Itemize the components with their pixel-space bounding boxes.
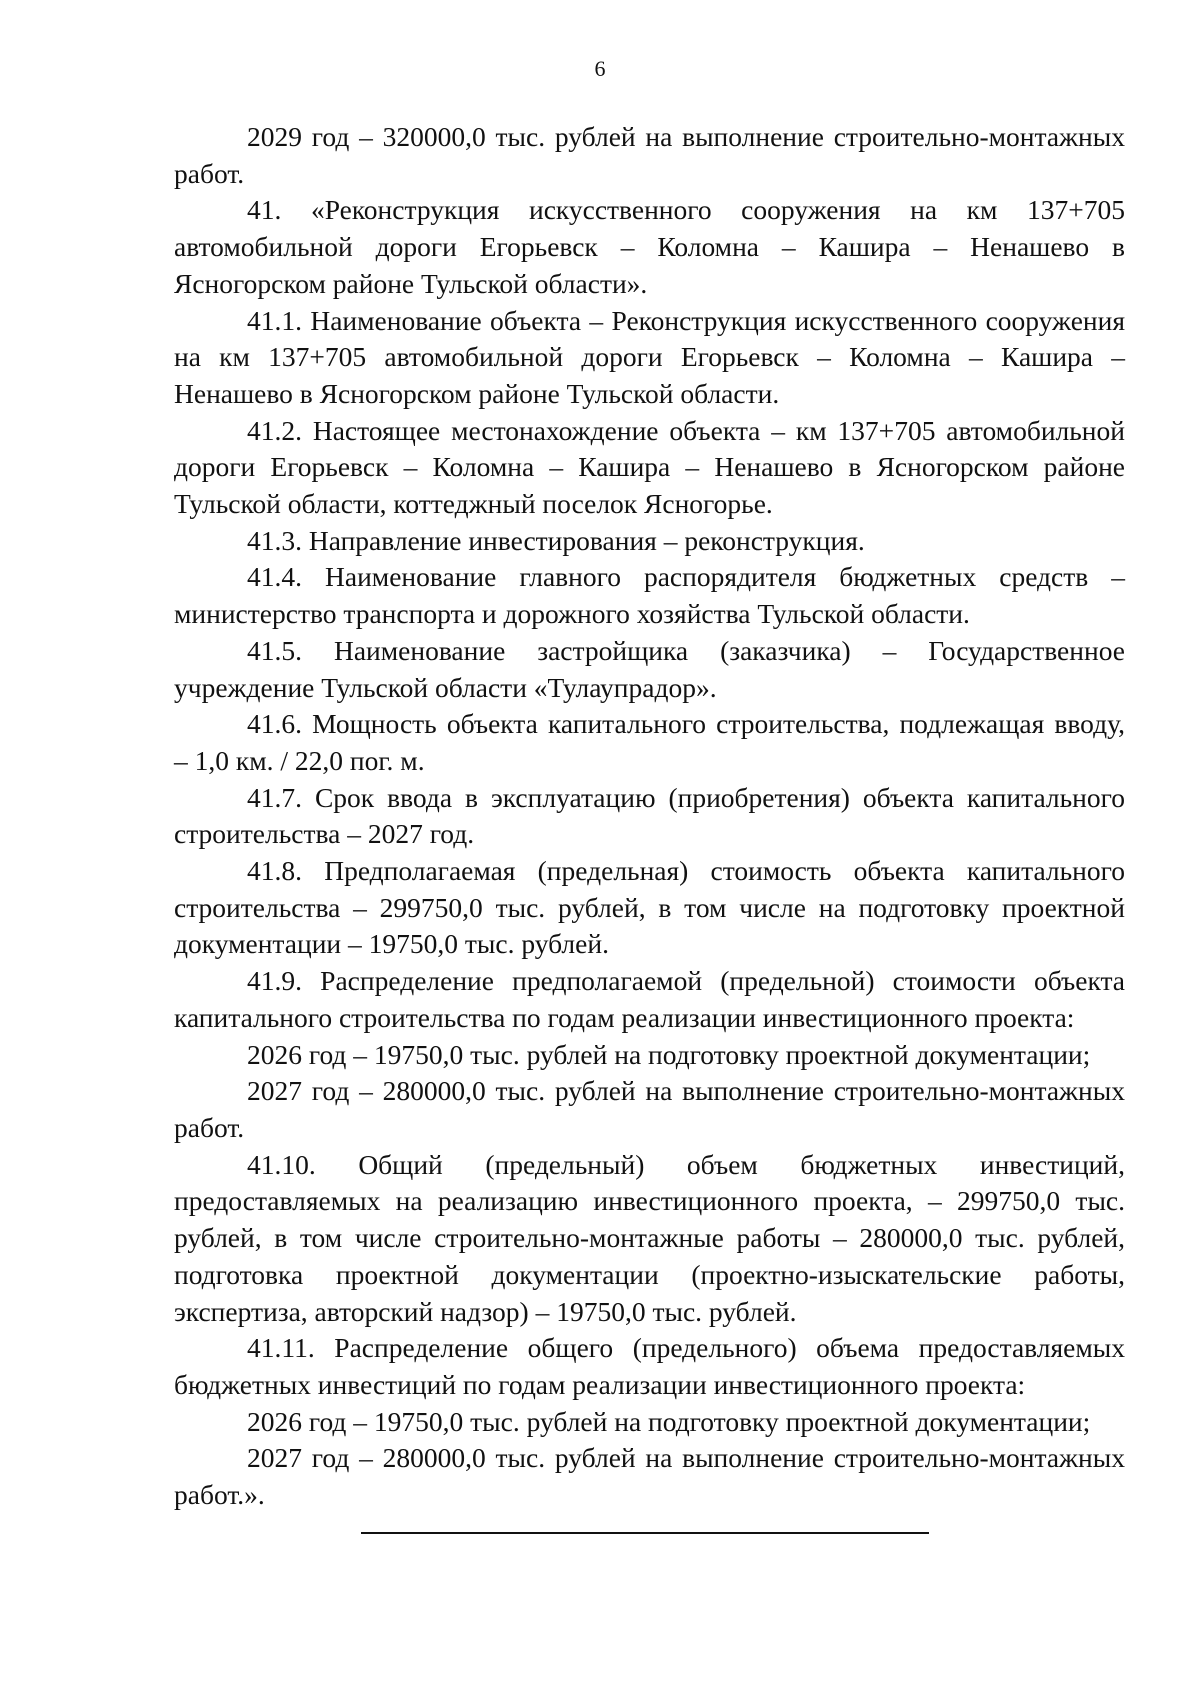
paragraph-41-11-investment-distribution: 41.11. Распределение общего (предельного) объема предоставляемых бюджетных инвестиций по годам реализации инвестиционного проекта: bbox=[174, 1332, 1125, 1400]
paragraph-41-title: 41. «Реконструкция искусственного сооружения на км 137+705 автомобильной дороги Егорьевск – Коломна – Кашира – Ненашево в Ясногорском районе Тульской области». bbox=[174, 194, 1125, 299]
paragraph-41-7-commissioning-date: 41.7. Срок ввода в эксплуатацию (приобретения) объекта капитального строительства – 2027 год. bbox=[174, 781, 1125, 850]
paragraph-2026-investment: 2026 год – 19750,0 тыс. рублей на подготовку проектной документации; bbox=[247, 1405, 1091, 1437]
paragraph-41-6-capacity: 41.6. Мощность объекта капитального строительства, подлежащая вводу, – 1,0 км. / 22,0 пог. м. bbox=[174, 708, 1125, 776]
paragraph-41-1-object-name: 41.1. Наименование объекта – Реконструкция искусственного сооружения на км 137+705 автомобильной дороги Егорьевск – Коломна – Кашира – Ненашево в Ясногорском районе Тульской области. bbox=[174, 304, 1125, 409]
paragraph-41-8-estimated-cost: 41.8. Предполагаемая (предельная) стоимость объекта капитального строительства – 299750,0 тыс. рублей, в том числе на подготовку проектной документации – 19750,0 тыс. рублей. bbox=[174, 855, 1125, 960]
paragraph-41-5-developer: 41.5. Наименование застройщика (заказчика) – Государственное учреждение Тульской области «Тулаупрадор». bbox=[174, 634, 1125, 703]
paragraph-41-2-location: 41.2. Настоящее местонахождение объекта – км 137+705 автомобильной дороги Егорьевск – Коломна – Кашира – Ненашево в Ясногорском районе Тульской области, коттеджный поселок Ясногорье. bbox=[174, 414, 1125, 520]
paragraph-41-9-cost-distribution: 41.9. Распределение предполагаемой (предельной) стоимости объекта капитального строительства по годам реализации инвестиционного проекта: bbox=[174, 965, 1125, 1033]
paragraph-41-3-investment-direction: 41.3. Направление инвестирования – реконструкция. bbox=[247, 524, 865, 556]
paragraph-41-10-total-investment: 41.10. Общий (предельный) объем бюджетных инвестиций, предоставляемых на реализацию инвестиционного проекта, – 299750,0 тыс. рублей, в том числе строительно-монтажные работы – 280000,0 тыс. рублей, подготовка проектной документации (проектно-изыскательские работы, экспертиза, авторский надзор) – 19750,0 тыс. рублей. bbox=[174, 1148, 1125, 1327]
paragraph-2027-funding: 2027 год – 280000,0 тыс. рублей на выполнение строительно-монтажных работ. bbox=[174, 1075, 1125, 1143]
paragraph-41-4-budget-manager: 41.4. Наименование главного распорядителя бюджетных средств – министерство транспорта и дорожного хозяйства Тульской области. bbox=[174, 561, 1125, 630]
document-body bbox=[174, 119, 1125, 1514]
paragraph-2026-funding: 2026 год – 19750,0 тыс. рублей на подготовку проектной документации; bbox=[247, 1038, 1091, 1070]
paragraph-2029-funding: 2029 год – 320000,0 тыс. рублей на выполнение строительно-монтажных работ. bbox=[174, 121, 1125, 189]
closing-separator-line bbox=[361, 1532, 929, 1534]
page-number: 6 bbox=[594, 56, 606, 81]
paragraph-2027-investment: 2027 год – 280000,0 тыс. рублей на выполнение строительно-монтажных работ.». bbox=[174, 1442, 1125, 1511]
